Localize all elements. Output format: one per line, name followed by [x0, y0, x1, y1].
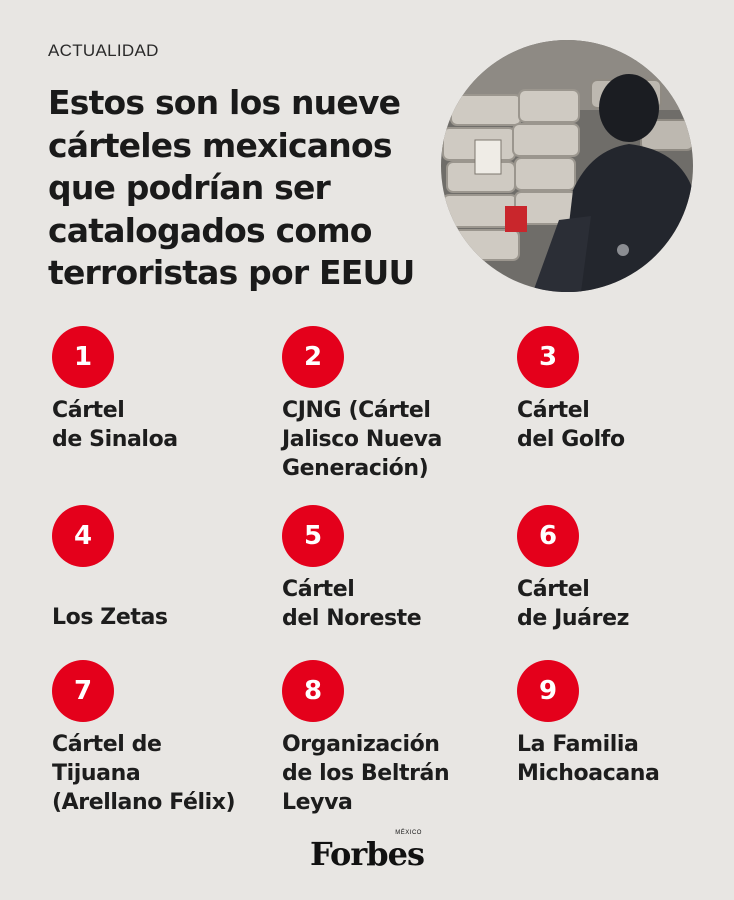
number-badge: 3: [517, 326, 579, 388]
brand-edition: MÉXICO: [395, 830, 422, 836]
brand-logo: [0, 830, 734, 873]
cartel-name: La Familia Michoacana: [517, 732, 660, 786]
number-badge: 2: [282, 326, 344, 388]
list-item: [52, 660, 252, 817]
cartel-name: Cártel de Tijuana (Arellano Félix): [52, 732, 236, 815]
cartel-name: Cártel del Golfo: [517, 398, 625, 452]
news-photo-icon: [441, 40, 693, 292]
number-badge: 7: [52, 660, 114, 722]
number-badge: 4: [52, 505, 114, 567]
number-badge: 8: [282, 660, 344, 722]
cartel-name: Organización de los Beltrán Leyva: [282, 732, 450, 815]
list-item: [517, 326, 717, 454]
section-label[interactable]: ACTUALIDAD: [48, 41, 159, 60]
list-item: [52, 326, 252, 454]
number-badge: 1: [52, 326, 114, 388]
number-badge: 5: [282, 505, 344, 567]
list-item: [282, 326, 482, 483]
brand-name: Forbes: [310, 835, 424, 873]
headline: Estos son los nueve cárteles mexicanos que podrían ser catalogados como terroristas por EEUU: [48, 83, 415, 292]
list-item: [282, 505, 482, 633]
list-item: [517, 660, 717, 788]
cartel-name: Cártel de Sinaloa: [52, 398, 178, 452]
number-badge: 6: [517, 505, 579, 567]
cartel-name: Cártel del Noreste: [282, 577, 422, 631]
cartel-name: CJNG (Cártel Jalisco Nueva Generación): [282, 398, 443, 481]
news-photo: [441, 40, 693, 292]
cartel-name: Cártel de Juárez: [517, 577, 629, 631]
list-item: [282, 660, 482, 817]
number-badge: 9: [517, 660, 579, 722]
list-item: [52, 505, 252, 632]
list-item: [517, 505, 717, 633]
cartel-name: Los Zetas: [52, 605, 168, 630]
